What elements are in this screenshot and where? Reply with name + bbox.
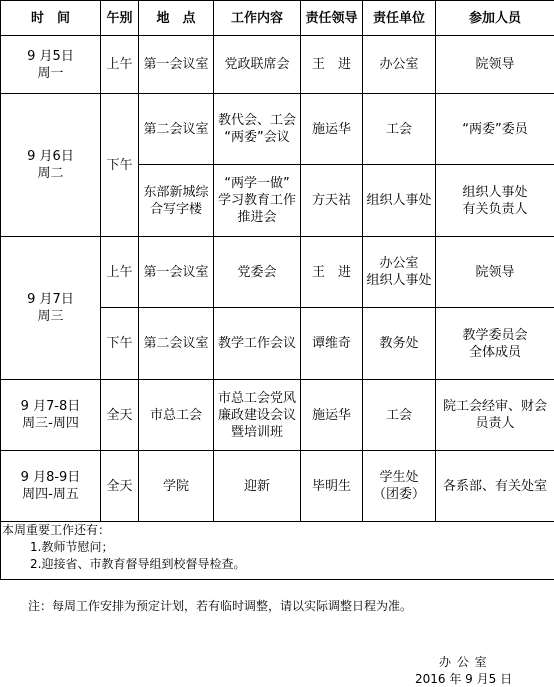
table-row xyxy=(1,36,554,94)
content-cell: 市总工会党风 廉政建设会议 暨培训班 xyxy=(214,380,301,451)
place-cell: 学院 xyxy=(139,451,214,522)
table-row xyxy=(1,451,554,522)
note-item: 2.迎接省、市教育督导组到校督导检查。 xyxy=(30,557,246,571)
time-cell: 9 月7日 周三 xyxy=(1,237,101,380)
time-cell: 9 月7-8日 周三-周四 xyxy=(1,380,101,451)
table-row xyxy=(1,94,554,165)
time-cell: 9 月6日 周二 xyxy=(1,94,101,237)
header-content: 工作内容 xyxy=(214,1,301,36)
leader-cell: 王 进 xyxy=(301,237,363,308)
place-cell: 东部新城综 合写字楼 xyxy=(139,165,214,237)
header-place: 地 点 xyxy=(139,1,214,36)
footer-note: 注：每周工作安排为预定计划，若有临时调整，请以实际调整日程为准。 xyxy=(28,599,413,613)
slot-cell: 上午 xyxy=(101,36,139,94)
header-slot: 午别 xyxy=(101,1,139,36)
place-cell: 第二会议室 xyxy=(139,308,214,380)
leader-cell: 施运华 xyxy=(301,94,363,165)
note-item: 1.教师节慰问； xyxy=(30,540,114,554)
leader-cell: 王 进 xyxy=(301,36,363,94)
header-time: 时 间 xyxy=(1,1,101,36)
unit-cell: 组织人事处 xyxy=(363,165,436,237)
leader-cell: 方天祜 xyxy=(301,165,363,237)
unit-cell: 工会 xyxy=(363,94,436,165)
unit-cell: 办公室 xyxy=(363,36,436,94)
notes-cell xyxy=(1,522,554,580)
slot-cell: 全天 xyxy=(101,451,139,522)
header-unit: 责任单位 xyxy=(363,1,436,36)
participants-cell: “两委”委员 xyxy=(436,94,554,165)
signature-office: 办 公 室 xyxy=(439,655,488,669)
unit-cell: 工会 xyxy=(363,380,436,451)
time-cell: 9 月8-9日 周四-周五 xyxy=(1,451,101,522)
place-cell: 第一会议室 xyxy=(139,237,214,308)
slot-cell: 全天 xyxy=(101,380,139,451)
notes-row xyxy=(1,522,554,580)
content-cell: 教代会、工会 “两委”会议 xyxy=(214,94,301,165)
participants-cell: 组织人事处 有关负责人 xyxy=(436,165,554,237)
place-cell: 市总工会 xyxy=(139,380,214,451)
slot-cell: 下午 xyxy=(101,308,139,380)
content-cell: “两学一做” 学习教育工作 推进会 xyxy=(214,165,301,237)
participants-cell: 院领导 xyxy=(436,237,554,308)
time-cell: 9 月5日 周一 xyxy=(1,36,101,94)
content-cell: 教学工作会议 xyxy=(214,308,301,380)
table-row xyxy=(1,237,554,308)
content-cell: 党政联席会 xyxy=(214,36,301,94)
leader-cell: 毕明生 xyxy=(301,451,363,522)
header-leader: 责任领导 xyxy=(301,1,363,36)
place-cell: 第二会议室 xyxy=(139,94,214,165)
participants-cell: 各系部、有关处室 xyxy=(436,451,554,522)
content-cell: 迎新 xyxy=(214,451,301,522)
leader-cell: 施运华 xyxy=(301,380,363,451)
unit-cell: 办公室 组织人事处 xyxy=(363,237,436,308)
signature-date: 2016 年 9 月5 日 xyxy=(415,672,513,686)
leader-cell: 谭维奇 xyxy=(301,308,363,380)
slot-cell: 下午 xyxy=(101,94,139,237)
participants-cell: 院领导 xyxy=(436,36,554,94)
table-row xyxy=(1,380,554,451)
header-row xyxy=(1,1,554,36)
place-cell: 第一会议室 xyxy=(139,36,214,94)
slot-cell: 上午 xyxy=(101,237,139,308)
participants-cell: 院工会经审、财会 员责人 xyxy=(436,380,554,451)
participants-cell: 教学委员会 全体成员 xyxy=(436,308,554,380)
unit-cell: 教务处 xyxy=(363,308,436,380)
unit-cell: 学生处 （团委） xyxy=(363,451,436,522)
notes-heading: 本周重要工作还有： xyxy=(2,523,111,537)
header-participants: 参加人员 xyxy=(436,1,554,36)
content-cell: 党委会 xyxy=(214,237,301,308)
